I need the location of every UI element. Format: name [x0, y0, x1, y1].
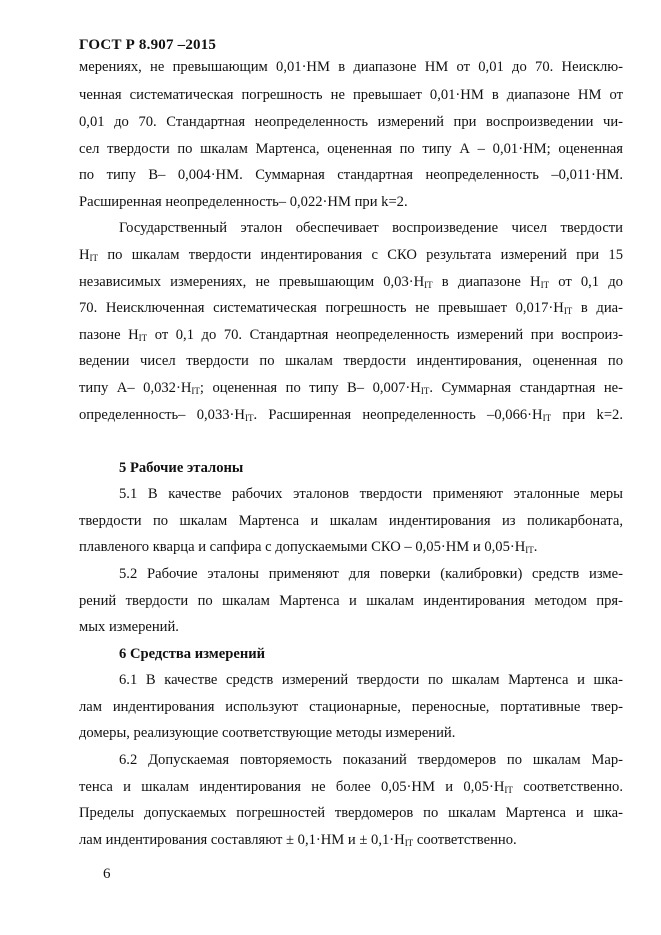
- text-line: лам индентирования используют стационарные, переносные, портативные твер-: [79, 699, 623, 715]
- text-line: по типу В– 0,004·НМ. Суммарная стандартная неопределенность –0,011·НМ.: [79, 167, 623, 183]
- text-line: мых измерений.: [79, 619, 179, 635]
- text-line: 0,01 до 70. Стандартная неопределенность измерений при воспроизведении чи-: [79, 114, 623, 130]
- text-line: Расширенная неопределенность– 0,022·НМ при k=2.: [79, 194, 408, 210]
- text-line: 5.2 Рабочие эталоны применяют для поверки (калибровки) средств изме-: [119, 566, 623, 582]
- section-heading: 5 Рабочие эталоны: [119, 460, 244, 476]
- page-number: 6: [103, 866, 111, 882]
- text-line: сел твердости по шкалам Мартенса, оцененная по типу А – 0,01·НМ; оцененная: [79, 141, 623, 157]
- text-line: твердости по шкалам Мартенса и шкалам индентирования из поликарбоната,: [79, 513, 623, 529]
- text-line: мерениях, не превышающим 0,01·НМ в диапазоне НМ от 0,01 до 70. Неисклю-: [79, 59, 623, 75]
- text-line: домеры, реализующие соответствующие методы измерений.: [79, 725, 456, 741]
- text-line: рений твердости по шкалам Мартенса и шкалам индентирования методом пря-: [79, 593, 623, 609]
- text-line: $H_{IT}$ по шкалам твердости индентирования с СКО результата измерений при 15: [79, 247, 623, 263]
- text-line: лам индентирования составляют ± 0,1·НМ $и \pm 0,1\cdot H_{IT}$ соответственно.: [79, 832, 517, 848]
- text-line: 70. Неисключенная систематическая погрешность не превышает $0,017\cdot H_{IT}$ в диа-: [79, 300, 624, 316]
- text-line: независимых измерениях, не превышающим $0,03\cdot H_{IT}$ в диапазоне $H_{IT}$ от 0,1 до: [79, 274, 623, 290]
- text-line: 6.2 Допускаемая повторяемость показаний твердомеров по шкалам Мар-: [119, 752, 623, 768]
- text-line: определенность– $0,033\cdot H_{IT}$. Расширенная неопределенность $-0,066\cdot H_{IT}$ при k=2.: [79, 407, 624, 423]
- text-line: тенса и шкалам индентирования не более 0,05·НМ и $0,05\cdot H_{IT}$ соответственно.: [79, 779, 623, 795]
- text-line: типу А– $0,032\cdot H_{IT}$; оцененная по типу В– $0,007\cdot H_{IT}$. Суммарная стандартная не-: [79, 380, 623, 396]
- text-line: пазоне $H_{IT}$ от 0,1 до 70. Стандартная неопределенность измерений при воспроиз-: [79, 327, 623, 343]
- text-line: 6.1 В качестве средств измерений твердости по шкалам Мартенса и шка-: [119, 672, 623, 688]
- text-line: ведении чисел твердости по шкалам твердости индентирования, оцененная по: [79, 353, 623, 369]
- text-line: ченная систематическая погрешность не превышает 0,01·НМ в диапазоне НМ от: [79, 87, 623, 103]
- document-header: ГОСТ Р 8.907 –2015: [79, 37, 217, 53]
- text-line: Пределы допускаемых погрешностей твердомеров по шкалам Мартенса и шка-: [79, 805, 623, 821]
- text-line: 5.1 В качестве рабочих эталонов твердости применяют эталонные меры: [119, 486, 623, 502]
- text-line: плавленого кварца и сапфира с допускаемыми СКО – 0,05·НМ и $0,05\cdot H_{IT}$.: [79, 539, 538, 555]
- section-heading: 6 Средства измерений: [119, 646, 266, 662]
- text-line: Государственный эталон обеспечивает воспроизведение чисел твердости: [119, 220, 623, 236]
